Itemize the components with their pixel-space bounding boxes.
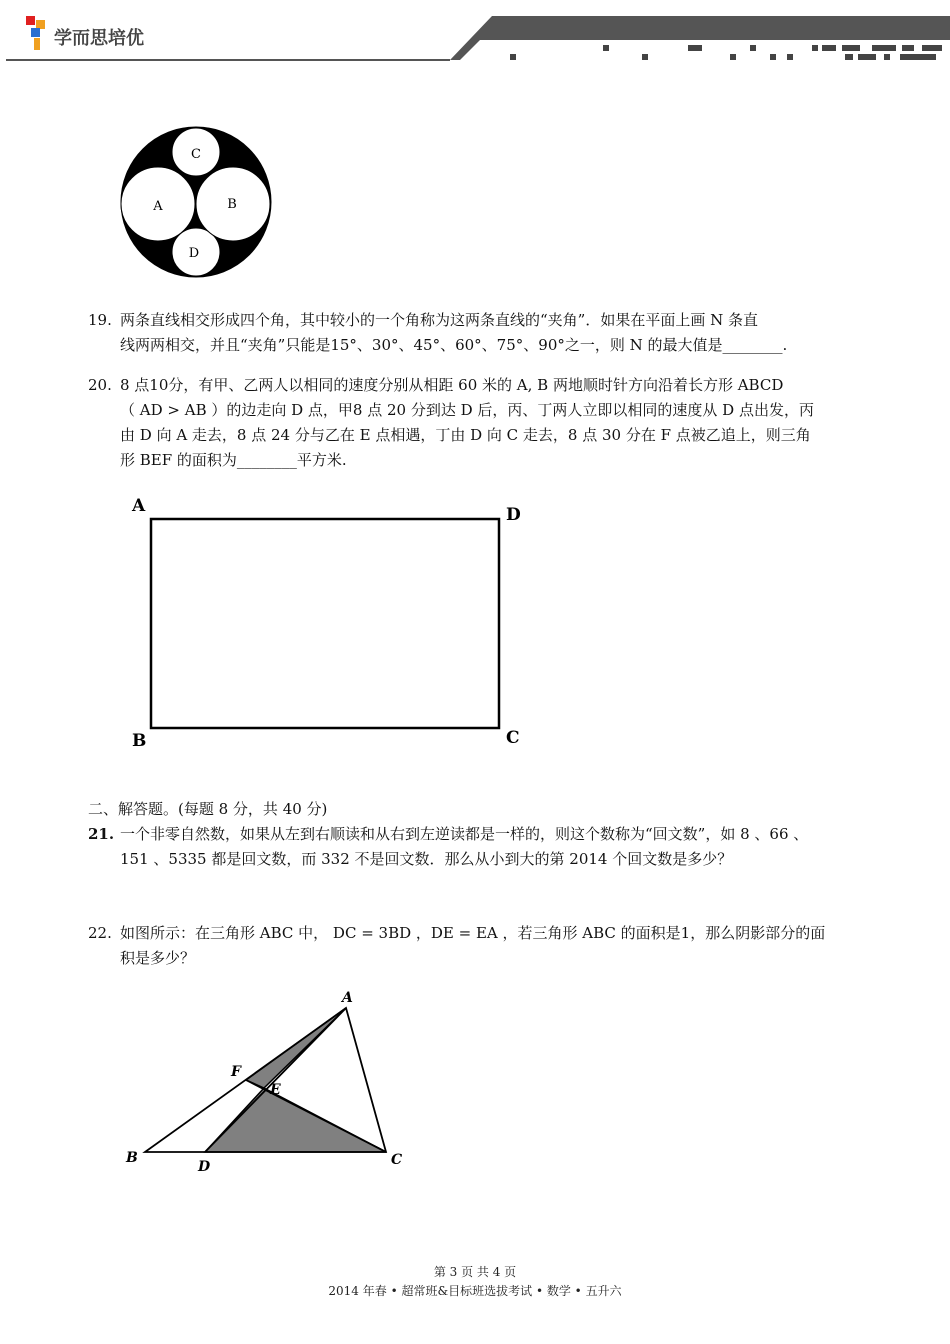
question-text-line: 8 点10分，有甲、乙两人以相同的速度分别从相距 60 米的 A, B 两地顺时针方向沿着长方形 ABCD [120, 376, 784, 394]
header-banner [0, 0, 950, 70]
rectangle-figure [120, 492, 540, 752]
question-21 [88, 822, 858, 872]
question-number: 19. [88, 311, 112, 329]
page-number: 第 3 页 共 4 页 [433, 1265, 517, 1279]
question-22 [88, 921, 858, 971]
exam-title: 2014 年春 • 超常班&目标班选拔考试 • 数学 • 五升六 [328, 1284, 622, 1298]
section-heading: 二、解答题。(每题 8 分，共 40 分) [88, 800, 328, 818]
label-c: C [506, 728, 520, 748]
question-number: 20. [88, 376, 112, 394]
question-text-line: 积是多少？ [120, 949, 196, 967]
label-f: F [231, 1064, 241, 1080]
rectangle-abcd [151, 519, 499, 728]
question-number: 21. [88, 825, 115, 843]
question-text-line: 由 D 向 A 走去，8 点 24 分与乙在 E 点相遇，丁由 D 向 C 走去，8 点 30 分在 F 点被乙追上，则三角 [120, 426, 811, 444]
label-d: D [188, 246, 200, 261]
question-text-line: 151 、5335 都是回文数，而 332 不是回文数．那么从小到大的第 2014 个回文数是多少？ [120, 850, 733, 868]
question-text-line: 线两两相交，并且“夹角”只能是15°、30°、45°、60°、75°、90°之一，则 N 的最大值是________. [120, 336, 788, 354]
label-c: C [191, 147, 201, 162]
label-b: B [132, 731, 147, 751]
question-number: 22. [88, 924, 112, 942]
question-text-line: 一个非零自然数，如果从左到右顺读和从右到左逆读都是一样的，则这个数称为“回文数”，如 8 、66 、 [120, 825, 809, 843]
shaded-triangle-afe [246, 1008, 346, 1088]
question-text-line: （ AD > AB ）的边走向 D 点，甲8 点 20 分到达 D 后，丙、丁两人立即以相同的速度从 D 点出发，丙 [120, 401, 814, 419]
question-text-line: 两条直线相交形成四个角，其中较小的一个角称为这两条直线的“夹角”．如果在平面上画 N 条直 [120, 311, 759, 329]
label-a: A [153, 199, 163, 214]
label-b: B [227, 197, 237, 212]
label-a: A [342, 990, 353, 1006]
label-d: D [506, 505, 521, 525]
question-text-line: 如图所示：在三角形 ABC 中， DC = 3BD ，DE = EA ，若三角形 ABC 的面积是1，那么阴影部分的面 [120, 924, 826, 942]
label-d: D [198, 1159, 211, 1175]
label-e: E [270, 1082, 281, 1098]
question-20 [88, 373, 858, 473]
label-b: B [126, 1150, 138, 1166]
triangle-figure [118, 984, 418, 1180]
circle-figure [118, 124, 274, 280]
shaded-triangle-dce [205, 1088, 386, 1152]
label-a: A [132, 496, 146, 516]
brand-name: 学而思培优 [54, 28, 144, 49]
header [0, 0, 950, 70]
label-c: C [391, 1152, 403, 1168]
question-text-line: 形 BEF 的面积为________平方米. [120, 451, 347, 469]
question-19 [88, 308, 858, 358]
